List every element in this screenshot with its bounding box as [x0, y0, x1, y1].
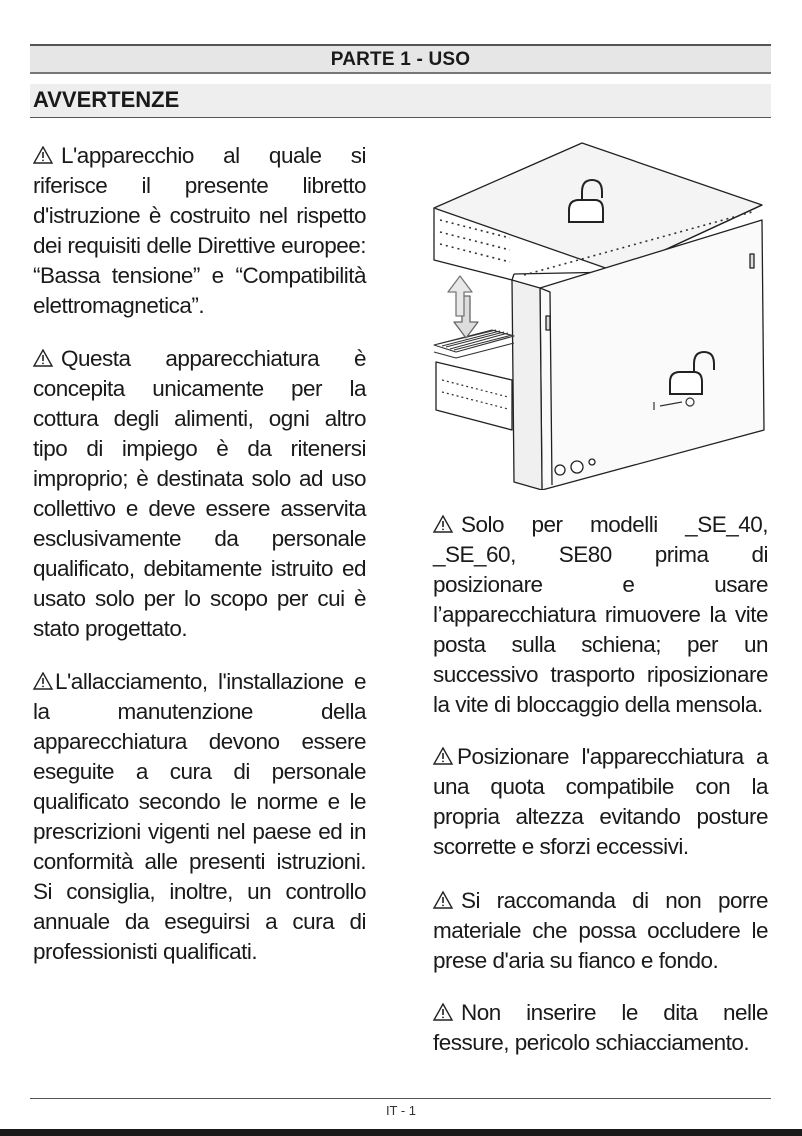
paragraph-text: Si raccomanda di non porre materiale che possa occludere le prese d'aria su fianco e fondo.: [433, 888, 768, 973]
warning-paragraph: [433, 886, 768, 976]
bottom-edge-bar: [0, 1129, 802, 1136]
warning-paragraph: [433, 998, 768, 1058]
warning-paragraph: [33, 141, 366, 321]
part-title: PARTE 1 - USO: [30, 44, 771, 74]
paragraph-text: Solo per modelli _SE_40, _SE_60, SE80 prima di posizionare e usare l’apparecchiatura rimuovere la vite posta sulla schiena; per un successivo trasporto riposizionare la vite di bloccaggio della mensola.: [433, 512, 768, 717]
warning-triangle-icon: [33, 349, 53, 367]
warning-triangle-icon: [33, 672, 53, 690]
paragraph-text: Non inserire le dita nelle fessure, pericolo schiacciamento.: [433, 1000, 768, 1055]
warning-triangle-icon: [433, 891, 453, 909]
paragraph-text: Posizionare l'apparecchiatura a una quota compatibile con la propria altezza evitando posture scorrette e sforzi eccessivi.: [433, 744, 768, 859]
appliance-illustration: [432, 140, 772, 490]
section-title: AVVERTENZE: [30, 84, 771, 118]
warning-triangle-icon: [33, 146, 53, 164]
warning-triangle-icon: [433, 515, 453, 533]
warning-paragraph: [433, 510, 768, 720]
paragraph-text: Questa apparecchiatura è concepita unicamente per la cottura degli alimenti, ogni altro tipo di impiego è da ritenersi improprio; è destinata solo ad uso collettivo e deve essere asservita esclusivamente da personale qualificato, debitamente istruito ed usato solo per lo scopo per cui è stato progettato.: [33, 346, 366, 641]
warning-paragraph: [433, 742, 768, 862]
warning-triangle-icon: [433, 1003, 453, 1021]
paragraph-text: L'allacciamento, l'installazione e la manutenzione della apparecchiatura devono essere eseguite a cura di personale qualificato secondo le norme e le prescrizioni vigenti nel paese ed in conformità alle presenti istruzioni. Si consiglia, inoltre, un controllo annuale da eseguirsi a cura di professionisti qualificati.: [33, 669, 366, 964]
warning-paragraph: [33, 344, 366, 644]
footer-rule: [30, 1098, 771, 1099]
warning-triangle-icon: [433, 747, 453, 765]
page-number: IT - 1: [385, 1103, 417, 1118]
warning-paragraph: [33, 667, 366, 967]
paragraph-text: L'apparecchio al quale si riferisce il presente libretto d'istruzione è costruito nel rispetto dei requisiti delle Direttive europee: “Bassa tensione” e “Compatibilità elettromagnetica”.: [33, 143, 366, 318]
